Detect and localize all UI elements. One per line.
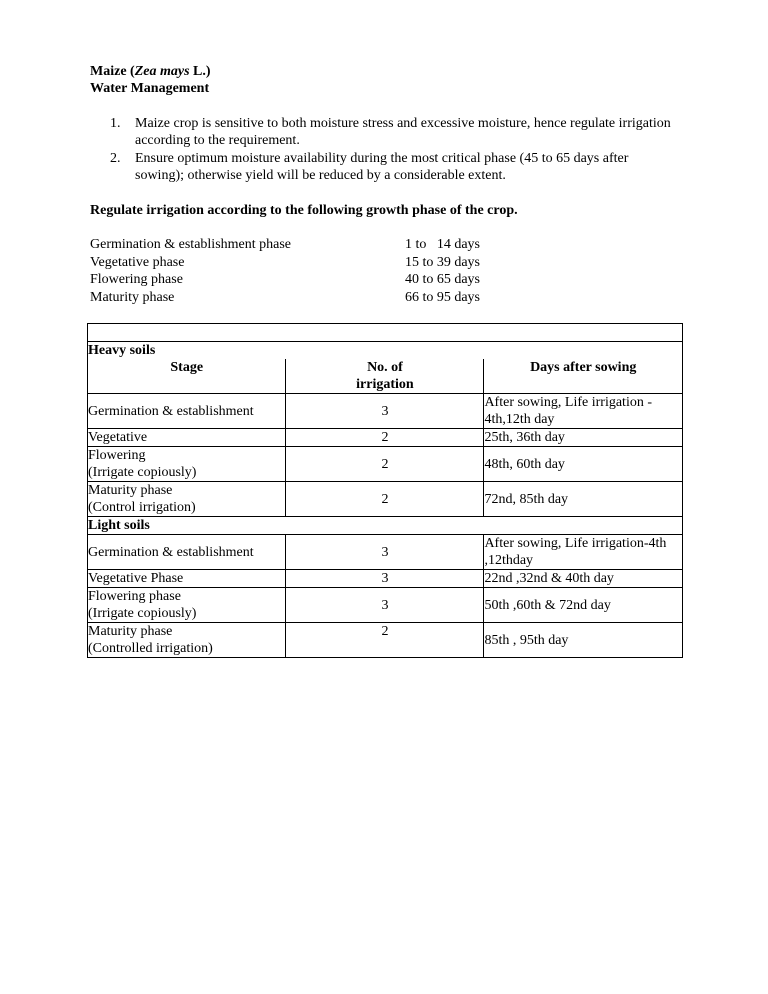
count-cell: 2 [286,447,484,482]
table-row [88,482,682,517]
stage-line2: (Irrigate copiously) [88,606,197,621]
count-cell: 2 [286,429,484,447]
phase-days: 66 to 95 days [404,289,480,305]
table-row [88,447,682,482]
stage-line1: Flowering phase [88,589,181,604]
days-cell: After sowing, Life irrigation-4th ,12thday [484,535,682,570]
table-row [88,429,682,447]
list-number: 1. [110,116,121,131]
days-cell: 85th , 95th day [484,632,569,648]
stage-cell [88,482,286,517]
table-group-row [88,342,682,360]
table-header-row [88,359,682,394]
document-title [90,63,211,80]
title-suffix: L.) [189,64,211,79]
stage-line1: Maturity phase [88,624,173,639]
growth-phase-heading: Regulate irrigation according to the following growth phase of the crop. [90,203,518,218]
stage-line2: (Controlled irrigation) [88,641,213,656]
list-number: 2. [110,151,121,166]
title-species: Zea mays [134,64,190,79]
light-soils-label: Light soils [88,517,682,535]
table-row [88,570,682,588]
phase-name: Germination & establishment phase [90,237,292,252]
phase-row [90,254,510,272]
days-cell: 22nd ,32nd & 40th day [484,570,682,588]
days-cell: 25th, 36th day [484,429,682,447]
growth-phase-list [90,236,510,306]
count-cell: 3 [286,588,484,623]
count-cell: 3 [286,535,484,570]
col-header-irrigation-line1: No. of [367,360,403,375]
count-cell: 3 [286,394,484,429]
phase-name: Maturity phase [90,289,175,305]
phase-row [90,289,510,307]
days-cell: 50th ,60th & 72nd day [484,588,682,623]
stage-cell: Germination & establishment [88,394,286,429]
table-group-row [88,517,682,535]
phase-days: 1 to 14 days [404,237,480,252]
stage-line1: Flowering [88,448,146,463]
phase-name: Vegetative phase [90,254,185,270]
phase-row [90,271,510,289]
phase-days: 15 to 39 days [404,254,480,270]
list-item [110,115,680,149]
days-cell: 72nd, 85th day [484,482,682,517]
col-header-irrigation [286,359,484,394]
list-item [110,150,680,184]
phase-row [90,236,510,254]
table-row [88,588,682,623]
stage-line2: (Irrigate copiously) [88,465,197,480]
col-header-days: Days after sowing [484,359,682,394]
days-cell: After sowing, Life irrigation - 4th,12th day [484,394,682,429]
list-text: Maize crop is sensitive to both moisture stress and excessive moisture, hence regulate irrigation according to the requirement. [135,116,671,148]
col-header-stage: Stage [88,359,286,394]
col-header-irrigation-line2: irrigation [356,377,414,392]
table-row [88,535,682,570]
recommendation-list [110,115,680,185]
count-cell: 3 [286,570,484,588]
irrigation-table [87,323,683,658]
stage-cell [88,588,286,623]
heavy-soils-label: Heavy soils [88,343,156,358]
phase-name: Flowering phase [90,272,183,287]
section-heading: Water Management [90,81,210,96]
count-cell: 2 [286,482,484,517]
count-cell: 2 [286,623,484,658]
stage-cell: Germination & establishment [88,535,286,570]
stage-cell: Vegetative Phase [88,570,286,588]
phase-days: 40 to 65 days [404,272,480,287]
stage-cell: Vegetative [88,429,286,447]
title-prefix: Maize ( [90,64,135,79]
stage-line2: (Control irrigation) [88,500,196,515]
list-text: Ensure optimum moisture availability during the most critical phase (45 to 65 days after sowing); otherwise yield will be reduced by a considerable extent. [135,151,629,183]
table-row [88,623,682,658]
days-cell: 48th, 60th day [484,447,682,482]
table-blank-row [88,324,682,342]
stage-cell [88,623,286,658]
table-row [88,394,682,429]
stage-line1: Maturity phase [88,483,173,498]
stage-cell [88,447,286,482]
